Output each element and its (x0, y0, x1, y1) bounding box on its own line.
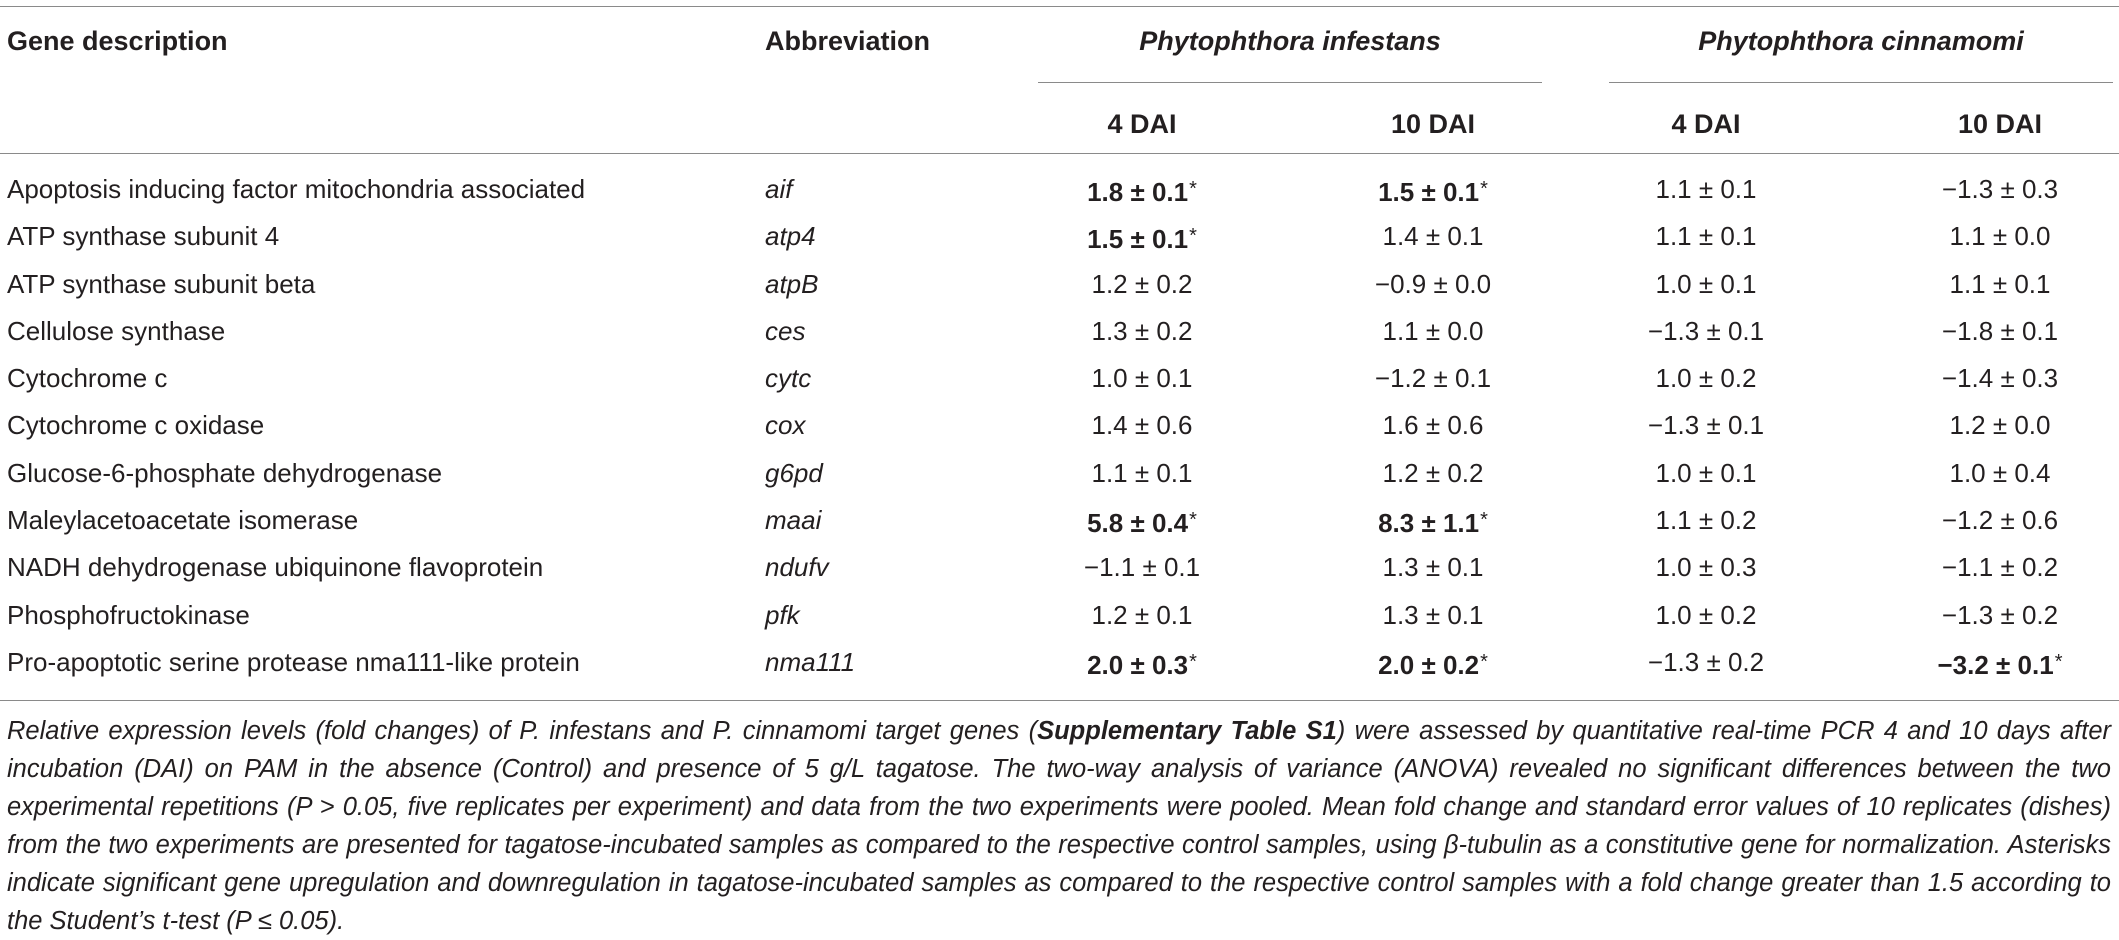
value-cell (1313, 647, 1553, 680)
abbreviation-cell: g6pd (765, 457, 823, 488)
value-cell (1880, 410, 2119, 440)
value-text: −3.2 ± 0.1 (1937, 649, 2054, 680)
value-text: 1.0 ± 0.1 (1655, 457, 1757, 488)
table-body (0, 174, 2119, 694)
value-text: −1.8 ± 0.1 (1941, 315, 2059, 346)
value-text: −1.4 ± 0.3 (1941, 363, 2059, 394)
value-cell (1880, 221, 2119, 251)
value-cell (1880, 505, 2119, 535)
value-text: 1.5 ± 0.1 (1378, 177, 1480, 207)
value-text: 1.1 ± 0.1 (1655, 174, 1757, 204)
abbreviation-cell: cox (765, 410, 806, 441)
value-text: 1.2 ± 0.2 (1382, 457, 1484, 488)
value-text: 1.2 ± 0.1 (1091, 599, 1193, 630)
gene-description-cell: ATP synthase subunit 4 (7, 221, 280, 252)
value-text: 8.3 ± 1.1 (1378, 508, 1480, 539)
value-text: 5.8 ± 0.4 (1087, 508, 1189, 539)
value-text: −1.2 ± 0.6 (1941, 505, 2059, 536)
value-cell (1022, 505, 1262, 538)
value-cell (1880, 647, 2119, 680)
table-row (0, 174, 2119, 221)
value-cell (1586, 647, 1826, 677)
value-text: 1.0 ± 0.1 (1655, 268, 1757, 299)
significance-asterisk: * (1480, 650, 1488, 673)
value-cell (1880, 458, 2119, 488)
value-cell (1022, 600, 1262, 630)
abbreviation-cell: pfk (765, 599, 800, 630)
significance-asterisk: * (2054, 650, 2063, 673)
value-text: 1.6 ± 0.6 (1382, 410, 1484, 441)
value-text: 1.3 ± 0.2 (1091, 315, 1193, 346)
table-row (0, 221, 2119, 268)
value-text: −1.2 ± 0.1 (1374, 363, 1492, 394)
footnote-supplementary-ref: Supplementary Table S1 (1037, 717, 1337, 745)
header-group2-underline (1609, 82, 2113, 83)
table-row (0, 552, 2119, 599)
gene-description-cell: Cytochrome c oxidase (7, 410, 265, 441)
value-text: 1.3 ± 0.1 (1382, 552, 1484, 583)
value-cell (1313, 221, 1553, 251)
header-abbreviation: Abbreviation (765, 26, 931, 56)
value-text: 1.1 ± 0.0 (1949, 221, 2051, 252)
value-text: 1.2 ± 0.0 (1949, 410, 2051, 441)
value-cell (1586, 316, 1826, 346)
significance-asterisk: * (1480, 509, 1488, 532)
table-row (0, 458, 2119, 505)
value-text: 1.4 ± 0.6 (1091, 410, 1193, 441)
gene-description-cell: ATP synthase subunit beta (7, 268, 316, 299)
gene-description-cell: NADH dehydrogenase ubiquinone flavoprotein (7, 552, 544, 583)
table-footnote (7, 712, 2111, 940)
gene-description-cell: Cytochrome c (7, 363, 168, 394)
value-cell (1022, 174, 1262, 207)
value-cell (1022, 458, 1262, 488)
header-gene-description: Gene description (7, 26, 228, 56)
value-text: −1.3 ± 0.2 (1647, 646, 1765, 677)
value-cell (1022, 647, 1262, 680)
gene-description-cell: Phosphofructokinase (7, 599, 250, 630)
value-cell (1586, 552, 1826, 582)
value-cell (1880, 174, 2119, 204)
value-cell (1313, 410, 1553, 440)
value-cell (1022, 363, 1262, 393)
value-cell (1313, 600, 1553, 630)
table-row (0, 505, 2119, 552)
value-cell (1022, 269, 1262, 299)
value-text: 1.0 ± 0.3 (1655, 552, 1757, 583)
value-cell (1313, 458, 1553, 488)
abbreviation-cell: aif (765, 174, 793, 204)
value-text: 1.4 ± 0.1 (1382, 221, 1484, 252)
value-cell (1880, 316, 2119, 346)
significance-asterisk: * (1189, 225, 1197, 248)
significance-asterisk: * (1189, 509, 1197, 532)
value-cell (1022, 316, 1262, 346)
value-cell (1586, 363, 1826, 393)
value-text: 1.2 ± 0.2 (1091, 268, 1193, 299)
value-cell (1586, 505, 1826, 535)
abbreviation-cell: maai (765, 505, 822, 536)
value-cell (1880, 269, 2119, 299)
value-cell (1880, 600, 2119, 630)
header-phytophthora-infestans: Phytophthora infestans (1139, 26, 1441, 56)
abbreviation-cell: nma111 (765, 646, 856, 677)
value-text: 2.0 ± 0.3 (1087, 649, 1189, 680)
table-row (0, 410, 2119, 457)
value-text: 1.1 ± 0.1 (1655, 221, 1757, 252)
value-cell (1586, 269, 1826, 299)
header-group1-underline (1038, 82, 1542, 83)
value-text: −1.3 ± 0.1 (1647, 410, 1765, 441)
abbreviation-cell: ces (765, 315, 806, 346)
table-row (0, 269, 2119, 316)
value-cell (1022, 552, 1262, 582)
value-text: 1.8 ± 0.1 (1087, 177, 1189, 207)
value-cell (1586, 600, 1826, 630)
value-cell (1022, 410, 1262, 440)
table-row (0, 647, 2119, 694)
value-text: −1.3 ± 0.1 (1647, 315, 1765, 346)
significance-asterisk: * (1480, 178, 1488, 200)
value-text: 1.3 ± 0.1 (1382, 599, 1484, 630)
value-text: −1.1 ± 0.2 (1941, 552, 2059, 583)
significance-asterisk: * (1189, 650, 1197, 673)
value-cell (1586, 458, 1826, 488)
header-pi-10dai: 10 DAI (1390, 109, 1476, 139)
gene-description-cell: Glucose-6-phosphate dehydrogenase (7, 457, 443, 488)
table-row (0, 600, 2119, 647)
header-pi-4dai: 4 DAI (1107, 109, 1177, 139)
value-text: 1.1 ± 0.0 (1382, 315, 1484, 346)
value-text: 2.0 ± 0.2 (1378, 649, 1480, 680)
abbreviation-cell: ndufv (765, 552, 829, 583)
value-cell (1022, 221, 1262, 254)
header-phytophthora-cinnamomi: Phytophthora cinnamomi (1698, 26, 2024, 56)
footnote-text-2: ) were assessed by quantitative real-time PCR 4 and 10 days after incubation (DAI) on PAM in the absence (Control) and presence of 5 g/L tagatose. The two-way analysis of variance (ANOVA) revealed no significant differences between the two experimental repetitions (P > 0.05, five replicates per experiment) and data from the two experiments were pooled. Mean fold change and standard error values of 10 replicates (dishes) from the two experiments are presented for tagatose-incubated samples as compared to the respective control samples, using β-tubulin as a constitutive gene for normalization. Asterisks indicate significant gene upregulation and downregulation in tagatose-incubated samples as compared to the respective control samples with a fold change greater than 1.5 according to the Student’s t-test (P ≤ 0.05). (7, 717, 2112, 935)
gene-description-cell: Cellulose synthase (7, 315, 226, 346)
table-header-rule (0, 153, 2119, 154)
value-cell (1586, 221, 1826, 251)
table-top-rule (0, 6, 2119, 7)
value-cell (1313, 505, 1553, 538)
value-cell (1313, 269, 1553, 299)
abbreviation-cell: cytc (765, 363, 812, 394)
gene-description-cell: Maleylacetoacetate isomerase (7, 505, 359, 536)
value-cell (1313, 316, 1553, 346)
value-text: −1.1 ± 0.1 (1083, 552, 1201, 583)
value-text: 1.0 ± 0.1 (1091, 363, 1193, 394)
value-cell (1586, 410, 1826, 440)
abbreviation-cell: atpB (765, 268, 819, 299)
value-text: 1.0 ± 0.2 (1655, 363, 1757, 394)
value-cell (1880, 552, 2119, 582)
value-cell (1313, 552, 1553, 582)
value-cell (1880, 363, 2119, 393)
gene-description-cell: Apoptosis inducing factor mitochondria associated (7, 174, 586, 204)
value-text: 1.0 ± 0.2 (1655, 599, 1757, 630)
value-cell (1313, 363, 1553, 393)
value-text: −0.9 ± 0.0 (1374, 268, 1492, 299)
gene-description-cell: Pro-apoptotic serine protease nma111-like protein (7, 646, 580, 677)
value-text: 1.5 ± 0.1 (1087, 224, 1189, 255)
value-text: −1.3 ± 0.3 (1941, 174, 2059, 204)
header-pc-10dai: 10 DAI (1957, 109, 2043, 139)
header-pc-4dai: 4 DAI (1671, 109, 1741, 139)
table-bottom-rule (0, 700, 2119, 701)
table-row (0, 363, 2119, 410)
table-row (0, 316, 2119, 363)
value-cell (1313, 174, 1553, 207)
significance-asterisk: * (1189, 178, 1197, 200)
value-text: 1.1 ± 0.2 (1655, 505, 1757, 536)
value-text: 1.1 ± 0.1 (1949, 268, 2051, 299)
abbreviation-cell: atp4 (765, 221, 816, 252)
value-text: −1.3 ± 0.2 (1941, 599, 2059, 630)
value-cell (1586, 174, 1826, 204)
footnote-text-1: Relative expression levels (fold changes) of P. infestans and P. cinnamomi target genes ( (7, 717, 1038, 745)
value-text: 1.1 ± 0.1 (1091, 457, 1193, 488)
value-text: 1.0 ± 0.4 (1949, 457, 2051, 488)
